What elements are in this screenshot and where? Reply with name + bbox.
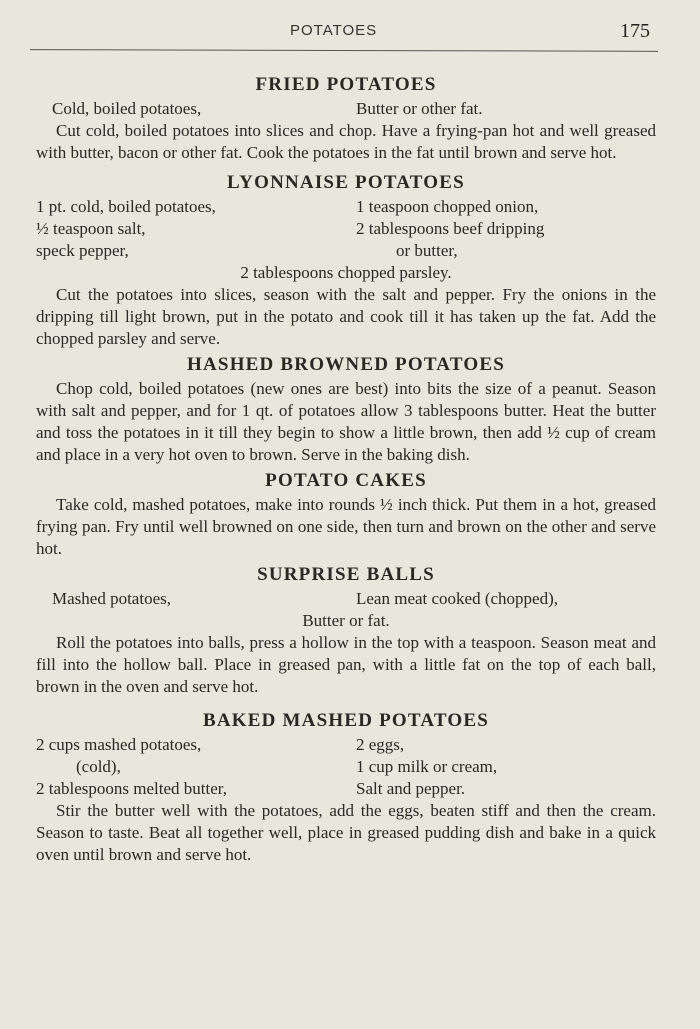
ingredient: Lean meat cooked (chopped), bbox=[356, 589, 559, 608]
ingredient-list bbox=[36, 196, 656, 284]
recipe bbox=[36, 708, 656, 866]
ingredient: 2 cups mashed potatoes, bbox=[36, 735, 202, 754]
recipe bbox=[36, 72, 656, 164]
recipe-method: Cut cold, boiled potatoes into slices and chop. Have a frying-pan hot and well greased with butter, bacon or other fat. Cook the potatoes in the fat until brown and serve hot. bbox=[36, 121, 656, 162]
recipe-title: FRIED POTATOES bbox=[255, 74, 437, 95]
recipe-list bbox=[36, 72, 656, 866]
ingredient-list bbox=[36, 98, 656, 120]
ingredient: 2 tablespoons melted butter, bbox=[36, 779, 228, 798]
recipe-title: LYONNAISE POTATOES bbox=[227, 172, 465, 193]
ingredient-centered: Butter or fat. bbox=[302, 611, 390, 630]
recipe bbox=[36, 468, 656, 560]
recipe bbox=[36, 352, 656, 466]
header-rule bbox=[30, 49, 658, 52]
running-head bbox=[0, 0, 700, 50]
recipe-title: HASHED BROWNED POTATOES bbox=[187, 354, 505, 375]
recipe-title: SURPRISE BALLS bbox=[257, 564, 435, 585]
ingredient: 2 eggs, bbox=[356, 735, 405, 754]
ingredient: Mashed potatoes, bbox=[52, 589, 171, 608]
running-title: POTATOES bbox=[290, 22, 378, 39]
ingredient: Butter or other fat. bbox=[356, 99, 483, 118]
recipe bbox=[36, 562, 656, 698]
ingredient: or butter, bbox=[396, 241, 458, 260]
ingredient-list bbox=[36, 734, 656, 800]
ingredient: 2 tablespoons beef dripping bbox=[356, 219, 545, 238]
ingredient-list bbox=[36, 588, 656, 632]
ingredient: Cold, boiled potatoes, bbox=[52, 99, 202, 118]
recipe-title: POTATO CAKES bbox=[265, 470, 427, 491]
recipe-method: Chop cold, boiled potatoes (new ones are best) into bits the size of a peanut. Season with salt and pepper, and for 1 qt. of potatoes allow 3 tablespoons butter. Heat the butter and toss the potatoes in it till they begin to show a little brown, then add ½ cup of cream and place in a very hot oven to brown. Serve in the baking dish. bbox=[36, 379, 656, 464]
ingredient: 1 teaspoon chopped onion, bbox=[356, 197, 539, 216]
recipe-title: BAKED MASHED POTATOES bbox=[203, 710, 489, 731]
ingredient: 1 pt. cold, boiled potatoes, bbox=[36, 197, 216, 216]
ingredient: 1 cup milk or cream, bbox=[356, 757, 498, 776]
recipe bbox=[36, 170, 656, 350]
page-number: 175 bbox=[620, 20, 650, 42]
ingredient: ½ teaspoon salt, bbox=[36, 219, 146, 238]
recipe-method: Stir the butter well with the potatoes, add the eggs, beaten stiff and then the cream. Season to taste. Beat all together well, place in greased pudding dish and bake in a quick oven until brown and serve hot. bbox=[36, 801, 656, 864]
ingredient: (cold), bbox=[76, 757, 121, 776]
recipe-method: Take cold, mashed potatoes, make into rounds ½ inch thick. Put them in a hot, greased frying pan. Fry until well browned on one side, then turn and brown on the other and serve hot. bbox=[36, 495, 656, 558]
ingredient-centered: 2 tablespoons chopped parsley. bbox=[240, 263, 452, 282]
ingredient: Salt and pepper. bbox=[356, 779, 466, 798]
ingredient: speck pepper, bbox=[36, 241, 129, 260]
recipe-method: Roll the potatoes into balls, press a hollow in the top with a teaspoon. Season meat and fill into the hollow ball. Place in greased pan, with a little fat on the top of each ball, brown in the oven and serve hot. bbox=[36, 633, 656, 696]
recipe-method: Cut the potatoes into slices, season with the salt and pepper. Fry the onions in the dripping till light brown, put in the potato and cook till it has taken up the fat. Add the chopped parsley and serve. bbox=[36, 285, 656, 348]
